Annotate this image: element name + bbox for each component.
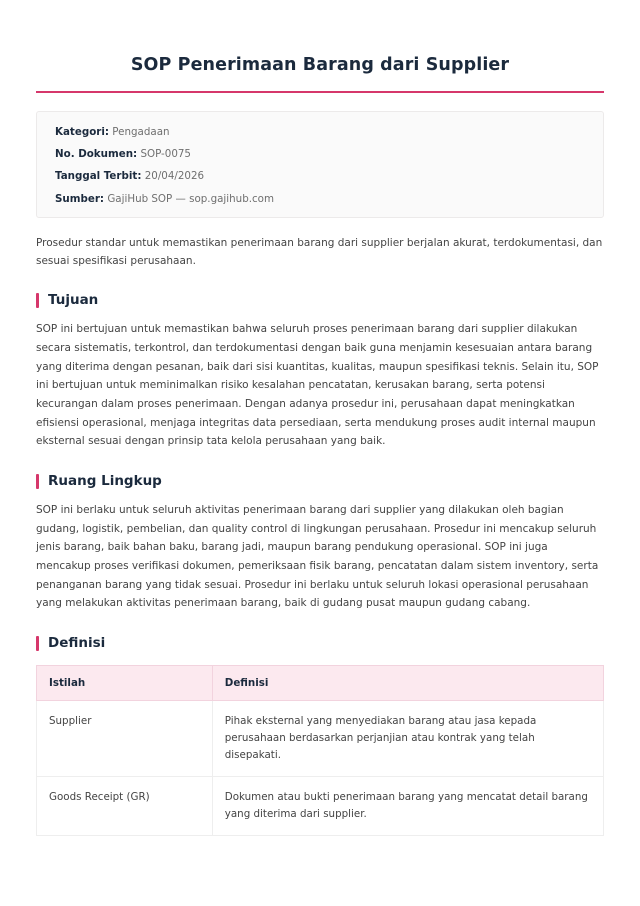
section-title-ruang-lingkup: Ruang Lingkup [48, 473, 162, 490]
section-accent-bar [36, 474, 39, 489]
section-header [36, 292, 604, 308]
table-row [37, 777, 604, 836]
section-tujuan [36, 292, 604, 451]
section-ruang-lingkup [36, 473, 604, 613]
definition-table [36, 665, 604, 836]
cell-term: Supplier [37, 701, 213, 777]
cell-definition: Dokumen atau bukti penerimaan barang yang mencatat detail barang yang diterima dari supplier. [212, 777, 603, 836]
meta-value-no-dokumen: SOP-0075 [140, 148, 191, 161]
meta-label-tanggal-terbit: Tanggal Terbit: [55, 170, 142, 183]
section-body-ruang-lingkup: SOP ini berlaku untuk seluruh aktivitas penerimaan barang dari supplier yang dilakukan oleh bagian gudang, logistik, pembelian, dan quality control di lingkungan perusahaan. Prosedur ini mencakup seluruh jenis barang, baik bahan baku, barang jadi, maupun barang pendukung operasional. SOP ini juga mencakup proses verifikasi dokumen, pemeriksaan fisik barang, pencatatan dalam sistem inventory, serta penanganan barang yang tidak sesuai. Prosedur ini berlaku untuk seluruh lokasi operasional perusahaan yang melakukan aktivitas penerimaan barang, baik di gudang pusat maupun gudang cabang. [36, 504, 599, 610]
meta-label-sumber: Sumber: [55, 192, 105, 205]
meta-row [55, 148, 585, 160]
meta-row [55, 126, 585, 138]
section-title-definisi: Definisi [48, 635, 106, 652]
section-header [36, 473, 604, 489]
cell-definition: Pihak eksternal yang menyediakan barang atau jasa kepada perusahaan berdasarkan perjanjian atau kontrak yang telah disepakati. [212, 701, 603, 777]
document-intro: Prosedur standar untuk memastikan penerimaan barang dari supplier berjalan akurat, terdokumentasi, dan sesuai spesifikasi perusahaan. [36, 237, 603, 268]
title-divider [36, 91, 604, 93]
section-body-tujuan: SOP ini bertujuan untuk memastikan bahwa seluruh proses penerimaan barang dari supplier dilakukan secara sistematis, terkontrol, dan terdokumentasi dengan baik guna menjamin kesesuaian antara barang yang diterima dengan pesanan, baik dari sisi kuantitas, kualitas, maupun spesifikasi teknis. Selain itu, SOP ini bertujuan untuk meminimalkan risiko kesalahan pencatatan, kerusakan barang, serta potensi kecurangan dalam proses penerimaan. Dengan adanya prosedur ini, perusahaan dapat meningkatkan efisiensi operasional, menjaga integritas data persediaan, serta mendukung proses audit internal maupun eksternal sesuai dengan prinsip tata kelola perusahaan yang baik. [36, 323, 599, 448]
meta-value-tanggal-terbit: 20/04/2026 [144, 170, 205, 183]
table-row [37, 701, 604, 777]
meta-label-kategori: Kategori: [55, 125, 110, 138]
meta-row [55, 170, 585, 182]
section-accent-bar [36, 636, 39, 651]
column-header-definisi: Definisi [212, 666, 603, 701]
meta-value-sumber: GajiHub SOP — sop.gajihub.com [107, 192, 274, 205]
column-header-istilah: Istilah [37, 666, 213, 701]
cell-term: Goods Receipt (GR) [37, 777, 213, 836]
meta-label-no-dokumen: No. Dokumen: [55, 148, 138, 161]
section-header [36, 635, 604, 651]
section-accent-bar [36, 293, 39, 308]
meta-row [55, 193, 585, 205]
table-header-row [37, 666, 604, 701]
section-definisi [36, 635, 604, 836]
meta-value-kategori: Pengadaan [112, 125, 170, 138]
section-title-tujuan: Tujuan [48, 292, 99, 309]
page-title: SOP Penerimaan Barang dari Supplier [130, 55, 510, 75]
document-meta-box [36, 111, 604, 218]
